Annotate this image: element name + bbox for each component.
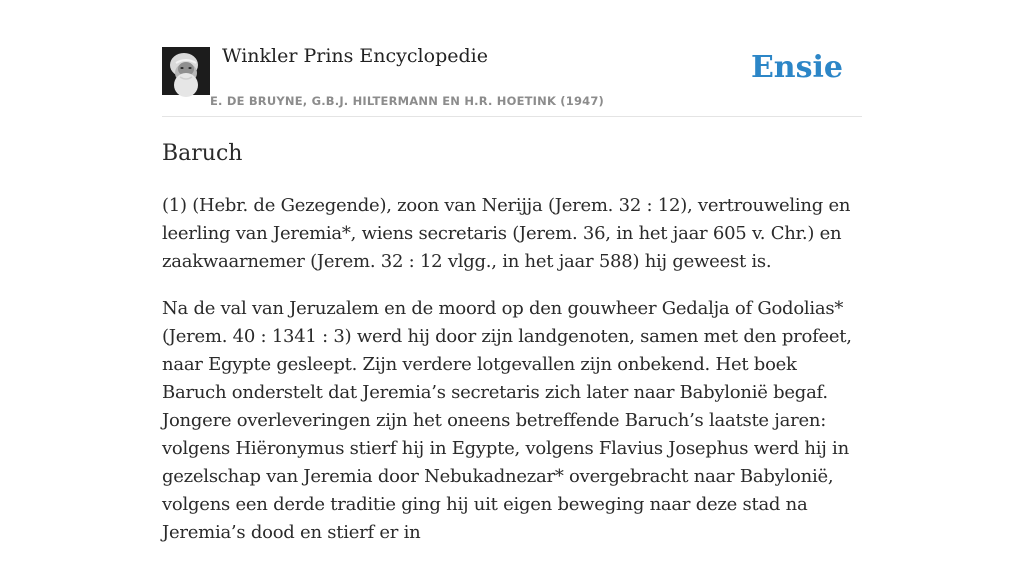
- article-paragraph: (1) (Hebr. de Gezegende), zoon van Nerijja (Jerem. 32 : 12), vertrouweling en leerling van Jeremia*, wiens secretaris (Jerem. 36, in het jaar 605 v. Chr.) en zaakwaarnemer (Jerem. 32 : 12 vlgg., in het jaar 588) hij geweest is.: [162, 195, 851, 272]
- article-body: [162, 138, 862, 566]
- publication-title[interactable]: Winkler Prins Encyclopedie: [222, 45, 488, 67]
- publication-header: [162, 44, 862, 117]
- publication-authors: E. DE BRUYNE, G.B.J. HILTERMANN EN H.R. HOETINK (1947): [210, 94, 605, 108]
- bearded-man-portrait-icon: [162, 47, 210, 95]
- ensie-logo-link[interactable]: Ensie: [750, 50, 843, 85]
- article-title: Baruch: [162, 141, 243, 166]
- article-paragraph: Na de val van Jeruzalem en de moord op den gouwheer Gedalja of Godolias* (Jerem. 40 : 1341 : 3) werd hij door zijn landgenoten, samen met den profeet, naar Egypte gesleept. Zijn verdere lotgevallen zijn onbekend. Het boek Baruch onderstelt dat Jeremia’s secretaris zich later naar Babylonië begaf. Jongere overleveringen zijn het oneens betreffende Baruch’s laatste jaren: volgens Hiëronymus stierf hij in Egypte, volgens Flavius Josephus werd hij in gezelschap van Jeremia door Nebukadnezar* overgebracht naar Babylonië, volgens een derde traditie ging hij uit eigen beweging naar deze stad na Jeremia’s dood en stierf er in: [162, 298, 852, 543]
- avatar[interactable]: [162, 47, 210, 95]
